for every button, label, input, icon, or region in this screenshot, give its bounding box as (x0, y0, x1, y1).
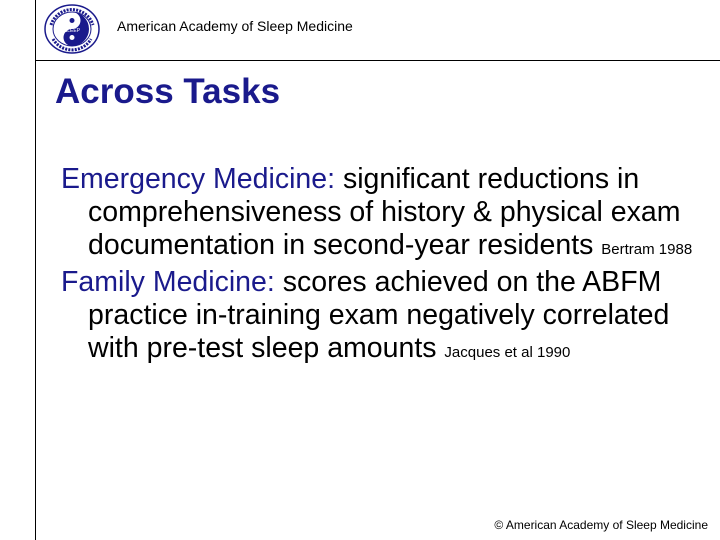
slide-body (61, 163, 711, 369)
header-divider-line (35, 60, 720, 61)
left-divider-line (35, 0, 36, 540)
slide-title: Across Tasks (55, 72, 281, 111)
bullet-term: Emergency Medicine (61, 163, 328, 195)
bullet-text: scores achieved on the ABFM practice in-training exam negatively correlated with pre-test sleep amounts (88, 266, 670, 364)
header-org-name: American Academy of Sleep Medicine (117, 18, 353, 34)
bullet-emergency-medicine (61, 163, 711, 266)
copyright-footer: © American Academy of Sleep Medicine (494, 518, 708, 532)
svg-text:SLEEP: SLEEP (63, 28, 81, 34)
bullet-separator: : (266, 266, 275, 298)
bullet-citation: Jacques et al 1990 (444, 344, 571, 361)
bullet-family-medicine (61, 266, 711, 369)
bullet-separator: : (327, 163, 336, 195)
bullet-citation: Bertram 1988 (601, 241, 693, 258)
bullet-term: Family Medicine (61, 266, 267, 298)
bullet-text: significant reductions in comprehensiveness of history & physical exam documentation in second-year residents (88, 163, 681, 261)
aasm-seal-logo-icon (43, 3, 101, 55)
